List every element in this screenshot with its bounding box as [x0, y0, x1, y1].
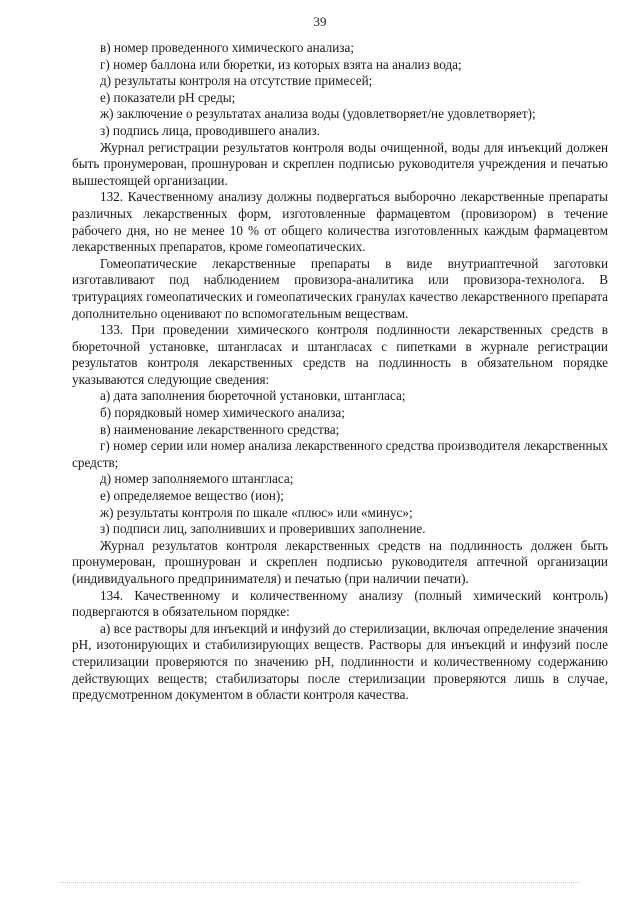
paragraph-substance-journal: Журнал результатов контроля лекарственных средств на подлинность должен быть пронумерован, прошнурован и скреплен подписью руководителя аптечной организации (индивидуального предпринимателя) и печатью (при наличии печати).	[72, 537, 608, 586]
paragraph-item-g2: г) номер серии или номер анализа лекарственного средства производителя лекарственных средств;	[72, 438, 608, 470]
page-number: 39	[313, 14, 327, 29]
paragraph-item-a2: а) все растворы для инъекций и инфузий до стерилизации, включая определение значения pH, изотонирующих и стабилизирующих веществ. Растворы для инъекций и инфузий после стерилизации проверяются по значению pH, подлинности и количественному содержанию действующих веществ; стабилизаторы после стерилизации проверяются лишь в случае, предусмотренном документом в области контроля качества.	[72, 620, 608, 703]
paragraph-item-g: г) номер баллона или бюретки, из которых взята на анализ вода;	[100, 56, 462, 72]
paragraph-clause-134: 134. Качественному и количественному анализу (полный химический контроль) подвергаются в обязательном порядке:	[72, 587, 608, 620]
paragraph-item-d: д) результаты контроля на отсутствие примесей;	[100, 73, 373, 89]
document-body	[72, 40, 608, 704]
scan-artifact-line	[60, 882, 580, 883]
paragraph-water-journal: Журнал регистрации результатов контроля воды очищенной, воды для инъекций должен быть пронумерован, прошнурован и скреплен подписью руководителя учреждения и печатью вышестоящей организации.	[72, 139, 608, 188]
paragraph-item-z: з) подпись лица, проводившего анализ.	[100, 122, 320, 138]
paragraph-item-a: а) дата заполнения бюреточной установки, штангласа;	[100, 388, 406, 404]
paragraph-item-d2: д) номер заполняемого штангласа;	[100, 471, 294, 487]
paragraph-item-zh: ж) заключение о результатах анализа воды (удовлетворяет/не удовлетворяет);	[100, 106, 536, 122]
paragraph-item-zh2: ж) результаты контроля по шкале «плюс» или «минус»;	[100, 504, 413, 520]
paragraph-clause-133: 133. При проведении химического контроля подлинности лекарственных средств в бюреточной установке, штангласах и штангласах с пипетками в журнале регистрации результатов контроля лекарственных средств на подлинность в обязательном порядке указываются следующие сведения:	[72, 322, 608, 387]
paragraph-item-v2: в) наименование лекарственного средства;	[100, 421, 340, 437]
paragraph-item-e2: е) определяемое вещество (ион);	[100, 488, 284, 504]
paragraph-homeopathic: Гомеопатические лекарственные препараты в виде внутриаптечной заготовки изготавливают под наблюдением провизора-аналитика или провизора-технолога. В тритурациях гомеопатических и гомеопатических гранулах качество лекарственного препарата дополнительно оценивают по вспомогательным веществам.	[72, 255, 608, 321]
paragraph-item-b: б) порядковый номер химического анализа;	[100, 405, 345, 421]
paragraph-item-e: е) показатели pH среды;	[100, 89, 236, 105]
paragraph-item-z2: з) подписи лиц, заполнивших и проверивших заполнение.	[100, 521, 426, 537]
paragraph-item-v: в) номер проведенного химического анализа;	[100, 40, 354, 55]
paragraph-clause-132: 132. Качественному анализу должны подвергаться выборочно лекарственные препараты различных лекарственных форм, изготовленные фармацевтом (провизором) в течение рабочего дня, но не менее 10 % от общего количества изготовленных каждым фармацевтом лекарственных препаратов, кроме гомеопатических.	[72, 189, 608, 255]
